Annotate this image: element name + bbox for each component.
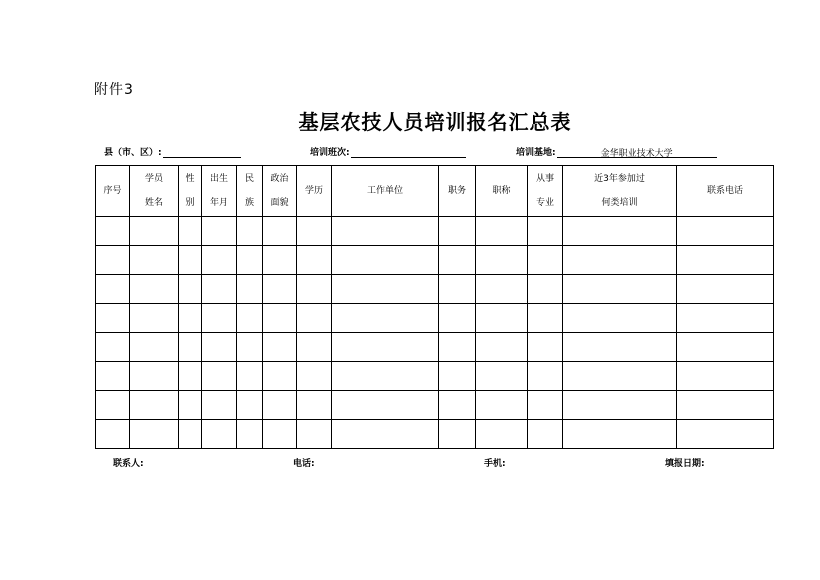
col-header: 学员 姓名: [130, 166, 179, 217]
table-cell[interactable]: [677, 275, 774, 304]
table-cell[interactable]: [297, 391, 332, 420]
table-cell[interactable]: [439, 217, 476, 246]
class-field: [310, 145, 466, 158]
table-cell[interactable]: [563, 275, 677, 304]
table-cell[interactable]: [237, 391, 263, 420]
table-cell[interactable]: [563, 362, 677, 391]
table-cell[interactable]: [179, 391, 202, 420]
table-cell[interactable]: [263, 362, 297, 391]
table-row: [96, 246, 774, 275]
table-cell[interactable]: [263, 420, 297, 449]
table-cell[interactable]: [130, 246, 179, 275]
col-header: 工作单位: [332, 166, 439, 217]
table-cell[interactable]: [237, 420, 263, 449]
table-cell[interactable]: [677, 391, 774, 420]
table-cell[interactable]: [439, 275, 476, 304]
table-cell[interactable]: [332, 275, 439, 304]
table-cell[interactable]: [528, 246, 563, 275]
county-field: [104, 145, 241, 158]
col-header: 学历: [297, 166, 332, 217]
table-cell[interactable]: [130, 391, 179, 420]
table-cell[interactable]: [439, 333, 476, 362]
table-cell[interactable]: [130, 362, 179, 391]
table-cell[interactable]: [677, 304, 774, 333]
table-row: [96, 304, 774, 333]
table-cell[interactable]: [202, 217, 237, 246]
attachment-label: 附件3: [94, 82, 134, 98]
table-cell[interactable]: [202, 362, 237, 391]
table-cell[interactable]: [202, 391, 237, 420]
table-cell[interactable]: [563, 246, 677, 275]
table-cell[interactable]: [332, 246, 439, 275]
table-cell[interactable]: [237, 275, 263, 304]
table-cell[interactable]: [476, 391, 528, 420]
form-title: 基层农技人员培训报名汇总表: [298, 110, 572, 134]
table-cell[interactable]: [476, 333, 528, 362]
table-cell[interactable]: [202, 420, 237, 449]
col-header: 出生 年月: [202, 166, 237, 217]
table-cell[interactable]: [528, 333, 563, 362]
contact-person-label: 联系人:: [113, 459, 144, 469]
table-cell[interactable]: [96, 420, 130, 449]
table-cell[interactable]: [130, 275, 179, 304]
table-row: [96, 391, 774, 420]
table-cell[interactable]: [237, 246, 263, 275]
table-cell[interactable]: [96, 304, 130, 333]
table-row: [96, 362, 774, 391]
table-row: [96, 275, 774, 304]
table-row: [96, 217, 774, 246]
table-cell[interactable]: [476, 246, 528, 275]
table-cell[interactable]: [179, 217, 202, 246]
table-cell[interactable]: [476, 362, 528, 391]
table-cell[interactable]: [179, 246, 202, 275]
table-cell[interactable]: [439, 391, 476, 420]
col-header: 职务: [439, 166, 476, 217]
table-cell[interactable]: [677, 246, 774, 275]
col-header: 近3年参加过 何类培训: [563, 166, 677, 217]
table-cell[interactable]: [263, 333, 297, 362]
table-cell[interactable]: [439, 420, 476, 449]
table-cell[interactable]: [237, 217, 263, 246]
table-cell[interactable]: [297, 333, 332, 362]
table-cell[interactable]: [96, 333, 130, 362]
base-field: [516, 145, 717, 158]
table-cell[interactable]: [130, 217, 179, 246]
table-cell[interactable]: [528, 420, 563, 449]
table-cell[interactable]: [528, 362, 563, 391]
table-cell[interactable]: [677, 362, 774, 391]
table-cell[interactable]: [476, 304, 528, 333]
phone-label: 电话:: [293, 459, 315, 469]
table-cell[interactable]: [297, 217, 332, 246]
class-input[interactable]: [351, 146, 466, 158]
table-cell[interactable]: [677, 420, 774, 449]
table-cell[interactable]: [528, 391, 563, 420]
table-header-row: [96, 166, 774, 217]
table-cell[interactable]: [202, 304, 237, 333]
table-cell[interactable]: [476, 420, 528, 449]
table-cell[interactable]: [677, 333, 774, 362]
class-label: 培训班次:: [310, 148, 350, 158]
table-cell[interactable]: [528, 304, 563, 333]
table-cell[interactable]: [297, 304, 332, 333]
table-cell[interactable]: [263, 275, 297, 304]
table-cell[interactable]: [202, 246, 237, 275]
base-label: 培训基地:: [516, 148, 556, 158]
table-cell[interactable]: [130, 420, 179, 449]
table-cell[interactable]: [297, 362, 332, 391]
fill-date-label: 填报日期:: [665, 459, 705, 469]
table-cell[interactable]: [179, 420, 202, 449]
col-header: 政治 面貌: [263, 166, 297, 217]
table-cell[interactable]: [297, 420, 332, 449]
col-header: 联系电话: [677, 166, 774, 217]
table-cell[interactable]: [439, 362, 476, 391]
col-header: 性 别: [179, 166, 202, 217]
table-cell[interactable]: [263, 304, 297, 333]
table-cell[interactable]: [439, 304, 476, 333]
table-cell[interactable]: [528, 217, 563, 246]
table-cell[interactable]: [237, 304, 263, 333]
table-cell[interactable]: [476, 217, 528, 246]
table-cell[interactable]: [96, 391, 130, 420]
base-input[interactable]: 金华职业技术大学: [557, 146, 717, 158]
table-cell[interactable]: [96, 246, 130, 275]
county-label: 县（市、区）:: [104, 148, 162, 158]
table-cell[interactable]: [563, 304, 677, 333]
table-cell[interactable]: [297, 246, 332, 275]
table-cell[interactable]: [332, 333, 439, 362]
table-row: [96, 333, 774, 362]
table-cell[interactable]: [96, 362, 130, 391]
table-cell[interactable]: [332, 391, 439, 420]
table-cell[interactable]: [237, 333, 263, 362]
table-cell[interactable]: [263, 246, 297, 275]
table-cell[interactable]: [179, 275, 202, 304]
mobile-label: 手机:: [484, 459, 506, 469]
table-cell[interactable]: [96, 275, 130, 304]
table-cell[interactable]: [202, 275, 237, 304]
table-cell[interactable]: [439, 246, 476, 275]
table-cell[interactable]: [476, 275, 528, 304]
table-cell[interactable]: [96, 217, 130, 246]
table-cell[interactable]: [563, 217, 677, 246]
col-header: 从事 专业: [528, 166, 563, 217]
registration-table: [95, 165, 774, 449]
table-cell[interactable]: [563, 420, 677, 449]
table-row: [96, 420, 774, 449]
county-input[interactable]: [163, 146, 241, 158]
table-cell[interactable]: [130, 304, 179, 333]
table-cell[interactable]: [179, 304, 202, 333]
table-cell[interactable]: [332, 362, 439, 391]
table-cell[interactable]: [237, 362, 263, 391]
table-cell[interactable]: [263, 217, 297, 246]
table-cell[interactable]: [332, 420, 439, 449]
table-cell[interactable]: [528, 275, 563, 304]
table-cell[interactable]: [263, 391, 297, 420]
table-cell[interactable]: [332, 304, 439, 333]
table-cell[interactable]: [677, 217, 774, 246]
col-header: 职称: [476, 166, 528, 217]
table-cell[interactable]: [130, 333, 179, 362]
table-cell[interactable]: [563, 333, 677, 362]
table-cell[interactable]: [179, 333, 202, 362]
col-header: 序号: [96, 166, 130, 217]
table-cell[interactable]: [202, 333, 237, 362]
table-cell[interactable]: [179, 362, 202, 391]
table-cell[interactable]: [563, 391, 677, 420]
table-cell[interactable]: [332, 217, 439, 246]
col-header: 民 族: [237, 166, 263, 217]
table-cell[interactable]: [297, 275, 332, 304]
